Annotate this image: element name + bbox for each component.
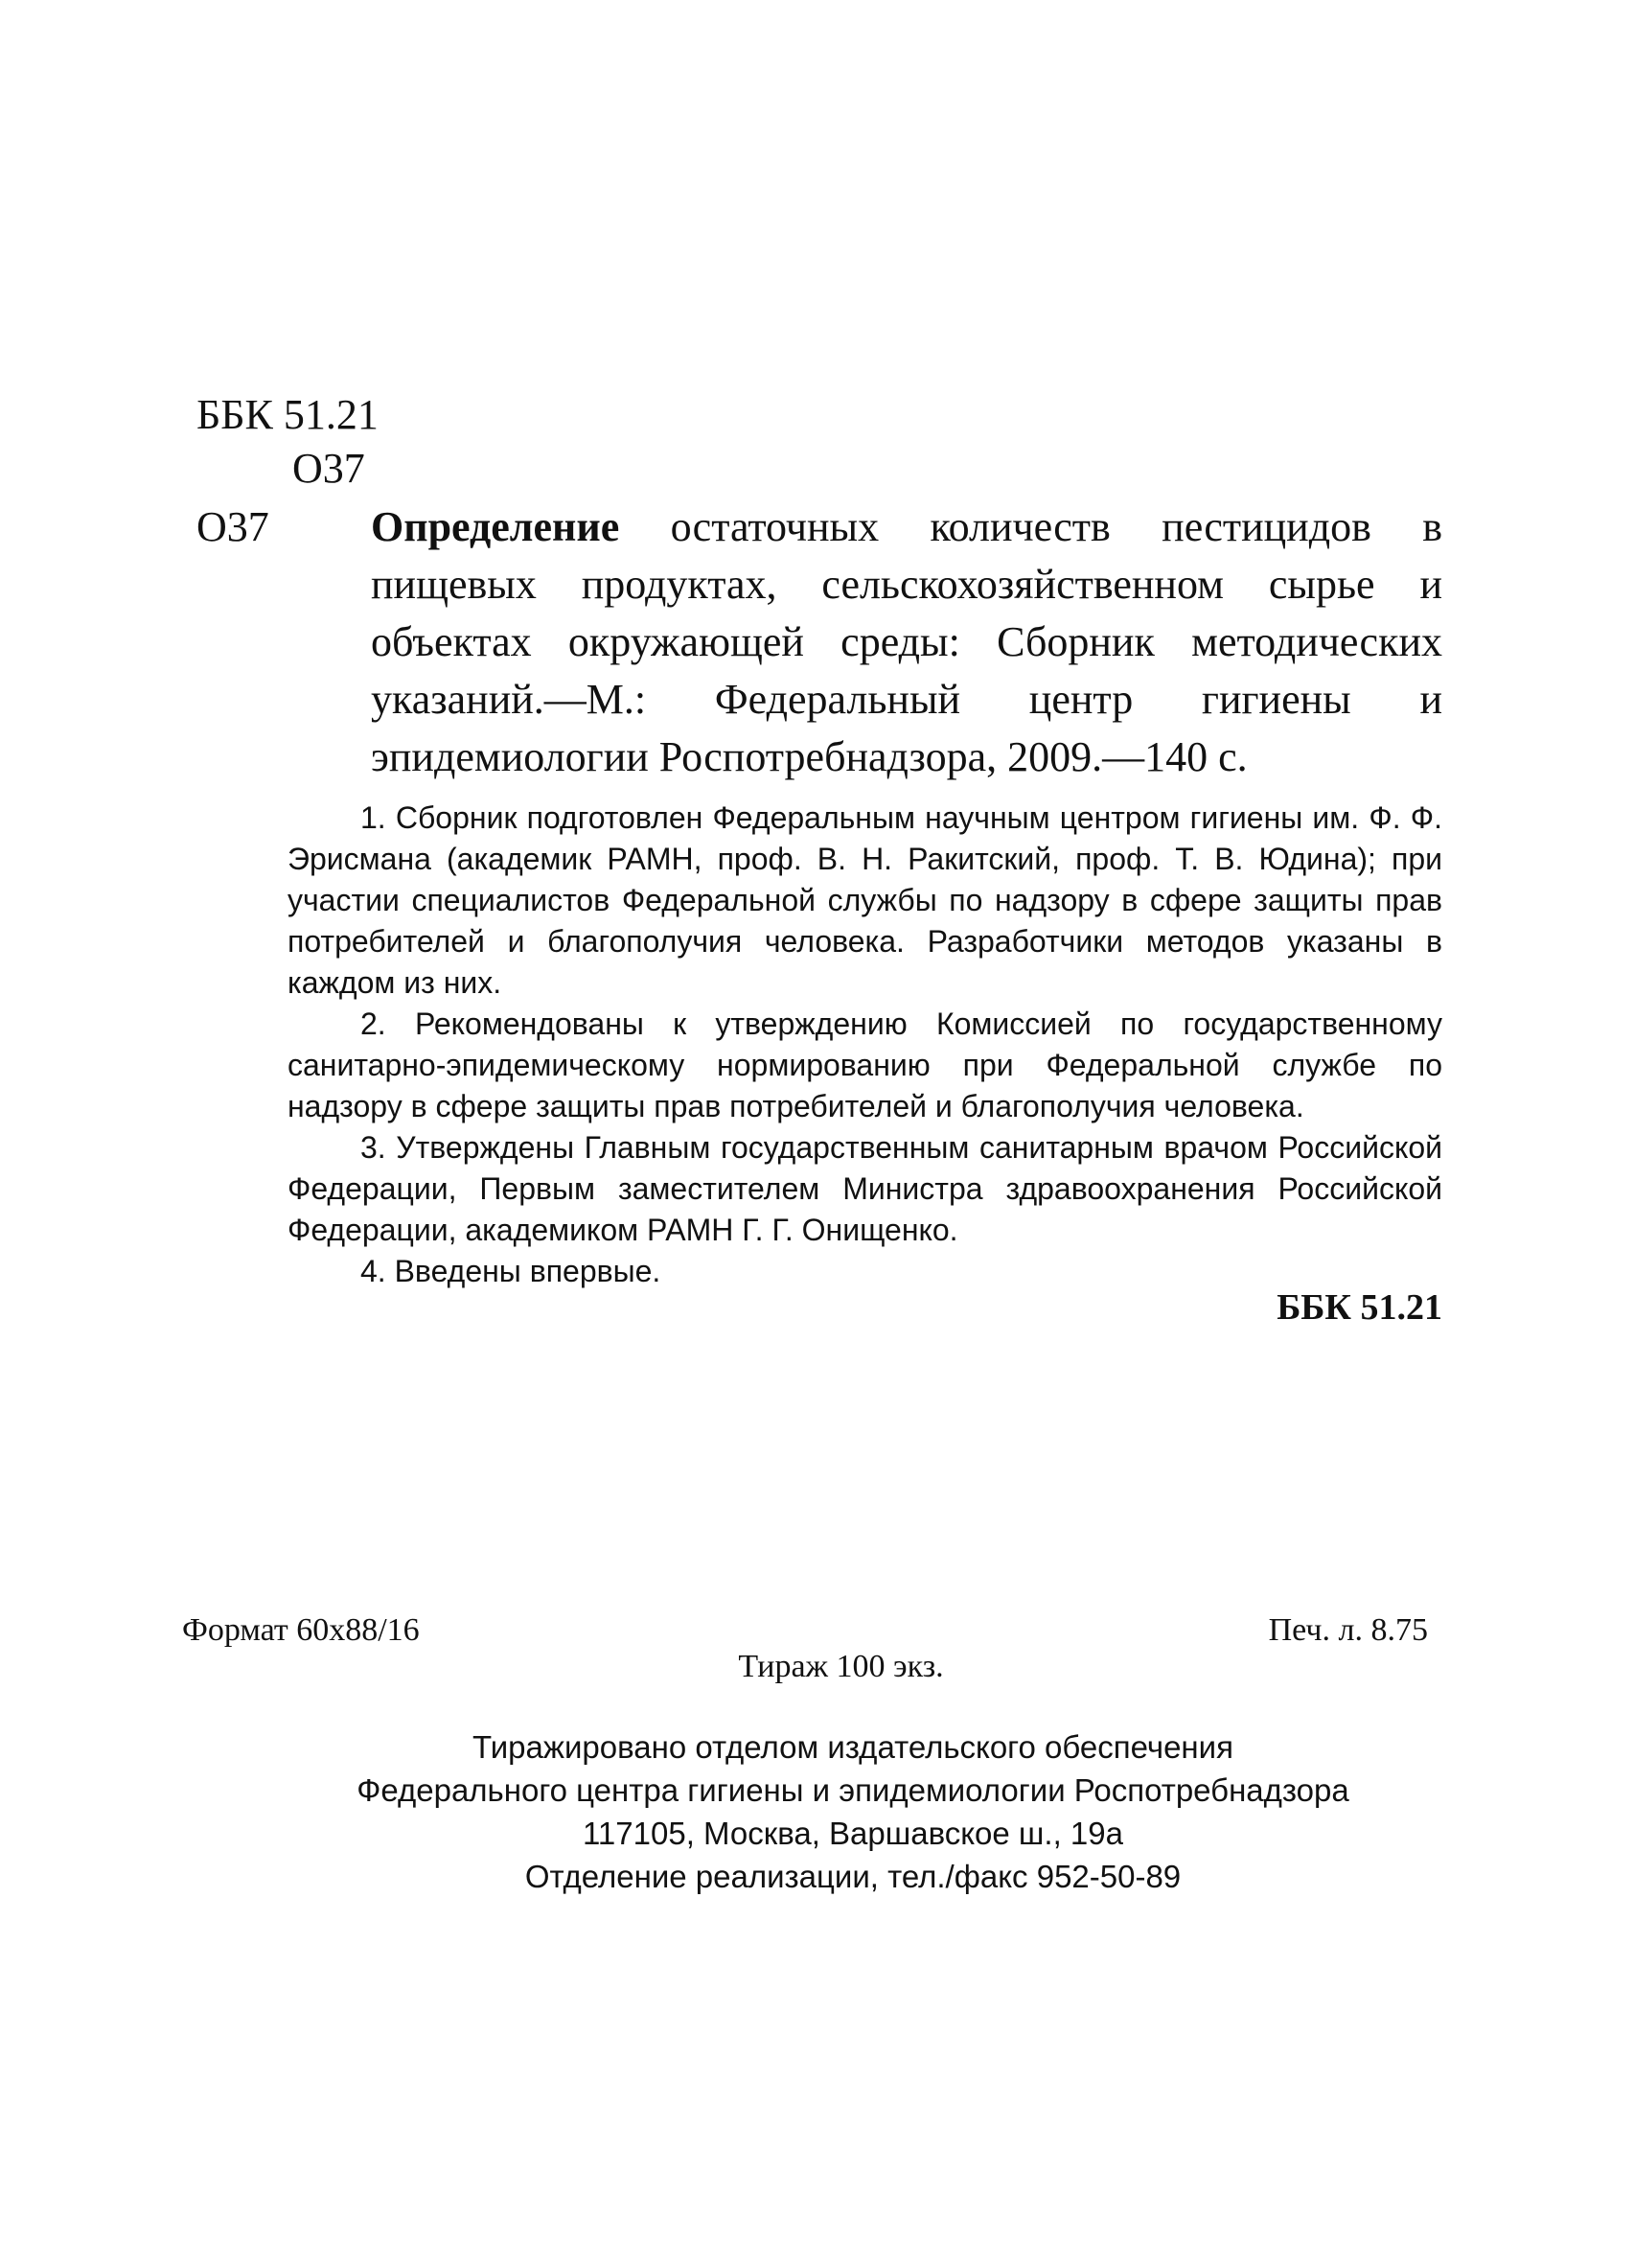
note-item: 3. Утверждены Главным государственным санитарным врачом Российской Федерации, Первым заместителем Министра здравоохранения Российской Федерации, академиком РАМН Г. Г. Онищенко. bbox=[288, 1130, 1442, 1247]
footer-bbk-index: ББК 51.21 bbox=[1277, 1287, 1442, 1328]
note-item: 2. Рекомендованы к утверждению Комиссией по государственному санитарно-эпидемическому нормированию при Федеральной службе по надзору в сфере защиты прав потребителей и благополучия человека. bbox=[288, 1007, 1442, 1123]
bibliographic-entry bbox=[196, 498, 1442, 786]
bbk-index: ББК 51.21 bbox=[196, 391, 379, 438]
bib-title-lead: Определение bbox=[371, 503, 620, 550]
imprint-format: Формат 60x88/16 bbox=[182, 1612, 420, 1648]
bbk-classification-block bbox=[196, 388, 379, 496]
bib-author-mark: О37 bbox=[196, 503, 269, 550]
imprint-print-sheets: Печ. л. 8.75 bbox=[1268, 1612, 1428, 1648]
bib-title-rest: остаточных количеств пестицидов в пищевых продуктах, сельскохозяйственном сырье и объектах окружающей среды: Сборник методических указаний.—М.: Федеральный центр гигиены и эпидемиологии Роспотребнадзора, 2009.—140 с. bbox=[371, 503, 1442, 780]
publisher-address: 117105, Москва, Варшавское ш., 19а bbox=[583, 1816, 1123, 1851]
imprint-circulation: Тираж 100 экз. bbox=[738, 1649, 944, 1684]
publisher-block bbox=[0, 1725, 1634, 1898]
publisher-contact: Отделение реализации, тел./факс 952-50-89 bbox=[524, 1859, 1182, 1894]
publisher-line: Федерального центра гигиены и эпидемиологии Роспотребнадзора bbox=[357, 1772, 1349, 1808]
author-mark: О37 bbox=[292, 445, 365, 492]
bib-description bbox=[371, 498, 1442, 786]
note-item: 1. Сборник подготовлен Федеральным научным центром гигиены им. Ф. Ф. Эрисмана (академик РАМН, проф. В. Н. Ракитский, проф. Т. В. Юдина); при участии специалистов Федеральной службы по надзору в сфере защиты прав потребителей и благополучия человека. Разработчики методов указаны в каждом из них. bbox=[288, 800, 1442, 1000]
publisher-line: Тиражировано отделом издательского обеспечения bbox=[472, 1729, 1233, 1765]
notes-section bbox=[288, 798, 1442, 1292]
note-item: 4. Введены впервые. bbox=[360, 1254, 661, 1288]
